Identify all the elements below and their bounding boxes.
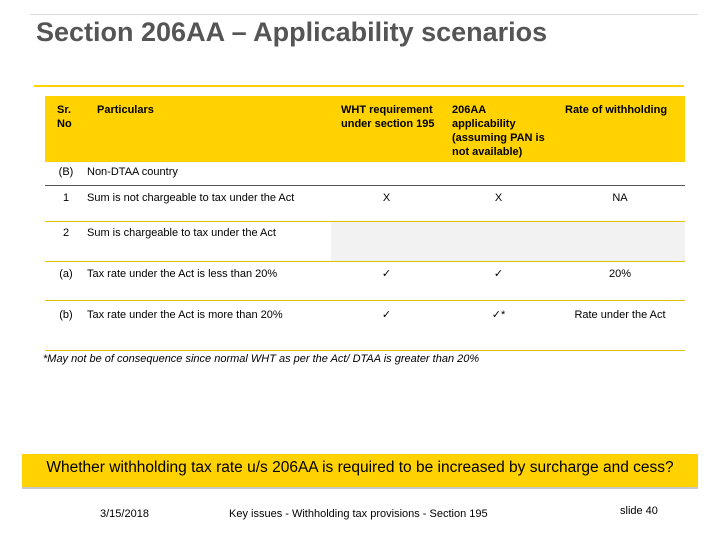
- row-wht: [331, 222, 442, 262]
- check-icon: ✓: [442, 262, 555, 301]
- row-sr: (a): [45, 262, 87, 301]
- footer-date: 3/15/2018: [100, 508, 149, 520]
- table-row: [45, 301, 685, 351]
- row-particulars: Non-DTAA country: [87, 162, 685, 186]
- header-particulars: Particulars: [87, 96, 331, 162]
- row-rate: NA: [555, 186, 685, 222]
- row-sr: 1: [45, 186, 87, 222]
- check-icon: ✓*: [442, 301, 555, 351]
- question-banner: Whether withholding tax rate u/s 206AA is required to be increased by surcharge and cess?: [22, 454, 698, 487]
- row-rate: [555, 222, 685, 262]
- row-particulars: Sum is not chargeable to tax under the Act: [87, 186, 331, 222]
- row-sr: (B): [45, 162, 87, 186]
- row-sr: 2: [45, 222, 87, 262]
- row-particulars: Sum is chargeable to tax under the Act: [87, 222, 331, 262]
- top-divider: [30, 14, 698, 15]
- table-row: [45, 162, 685, 186]
- header-applicability: 206AA applicability (assuming PAN is not available): [442, 96, 555, 162]
- header-wht: WHT requirement under section 195: [331, 96, 442, 162]
- table-row: [45, 262, 685, 301]
- table-row: [45, 222, 685, 262]
- row-applicability: [442, 222, 555, 262]
- footer-title: Key issues - Withholding tax provisions - Section 195: [229, 508, 488, 520]
- check-icon: ✓: [331, 262, 442, 301]
- scenarios-table: [45, 96, 685, 351]
- title-underline: [34, 85, 684, 87]
- row-applicability: X: [442, 186, 555, 222]
- footnote: *May not be of consequence since normal WHT as per the Act/ DTAA is greater than 20%: [43, 353, 480, 365]
- check-icon: ✓: [331, 301, 442, 351]
- row-rate: Rate under the Act: [555, 301, 685, 351]
- slide-number: slide 40: [620, 505, 658, 517]
- slide-title: Section 206AA – Applicability scenarios: [36, 17, 548, 47]
- table-header-row: [45, 96, 685, 162]
- table-row: [45, 186, 685, 222]
- footer-divider: [22, 487, 698, 489]
- row-particulars: Tax rate under the Act is more than 20%: [87, 301, 331, 351]
- header-sr-no: Sr. No: [45, 96, 87, 162]
- row-wht: X: [331, 186, 442, 222]
- row-rate: 20%: [555, 262, 685, 301]
- row-particulars: Tax rate under the Act is less than 20%: [87, 262, 331, 301]
- row-sr: (b): [45, 301, 87, 351]
- header-rate: Rate of withholding: [555, 96, 685, 162]
